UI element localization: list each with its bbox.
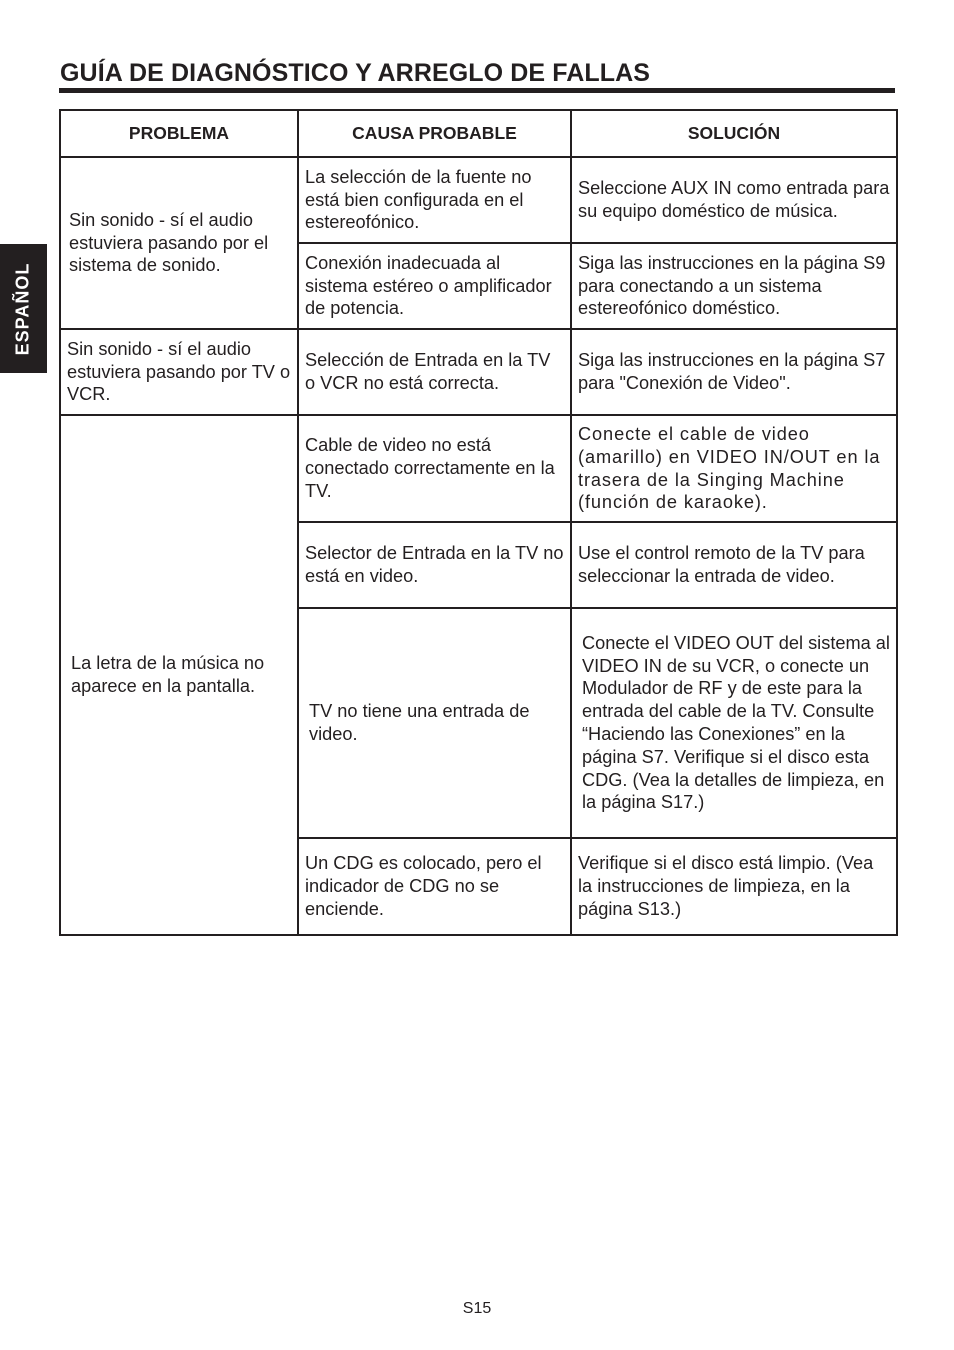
cause-cell: TV no tiene una entrada de video. <box>298 608 571 838</box>
cause-cell: Conexión inadecuada al sistema estéreo o amplificador de potencia. <box>298 243 571 329</box>
problem-cell: La letra de la música no aparece en la pantalla. <box>60 415 298 935</box>
page-title: GUÍA DE DIAGNÓSTICO Y ARREGLO DE FALLAS <box>60 59 651 87</box>
cause-cell: Selección de Entrada en la TV o VCR no está correcta. <box>298 329 571 415</box>
table-header-row <box>60 110 897 157</box>
solution-cell: Siga las instrucciones en la página S7 para "Conexión de Video". <box>571 329 897 415</box>
solution-cell: Verifique si el disco está limpio. (Vea la instrucciones de limpieza, en la página S13.) <box>571 838 897 935</box>
title-rule <box>59 88 895 93</box>
page-number: S15 <box>462 1300 492 1317</box>
solution-cell: Siga las instrucciones en la página S9 para conectando a un sistema estereofónico doméstico. <box>571 243 897 329</box>
cause-cell: La selección de la fuente no está bien configurada en el estereofónico. <box>298 157 571 243</box>
cause-cell: Un CDG es colocado, pero el indicador de CDG no se enciende. <box>298 838 571 935</box>
problem-cell: Sin sonido - sí el audio estuviera pasando por el sistema de sonido. <box>60 157 298 329</box>
troubleshooting-table <box>59 109 898 936</box>
solution-cell: Conecte el cable de video (amarillo) en VIDEO IN/OUT en la trasera de la Singing Machine (función de karaoke). <box>571 415 897 522</box>
language-tab-label: ESPAÑOL <box>12 262 33 356</box>
solution-cell: Seleccione AUX IN como entrada para su equipo doméstico de música. <box>571 157 897 243</box>
table-row <box>60 157 897 243</box>
cause-cell: Cable de video no está conectado correctamente en la TV. <box>298 415 571 522</box>
problem-cell: Sin sonido - sí el audio estuviera pasando por TV o VCR. <box>60 329 298 415</box>
table-row <box>60 329 897 415</box>
header-problem: PROBLEMA <box>60 110 298 157</box>
solution-cell: Use el control remoto de la TV para seleccionar la entrada de video. <box>571 522 897 608</box>
language-tab <box>0 244 47 373</box>
cause-cell: Selector de Entrada en la TV no está en video. <box>298 522 571 608</box>
table-row <box>60 415 897 522</box>
header-solution: SOLUCIÓN <box>571 110 897 157</box>
header-cause: CAUSA PROBABLE <box>298 110 571 157</box>
solution-cell: Conecte el VIDEO OUT del sistema al VIDEO IN de su VCR, o conecte un Modulador de RF y de este para la entrada del cable de la TV. Consulte “Haciendo las Conexiones” en la página S7. Verifique si el disco esta CDG. (Vea la detalles de limpieza, en la página S17.) <box>571 608 897 838</box>
